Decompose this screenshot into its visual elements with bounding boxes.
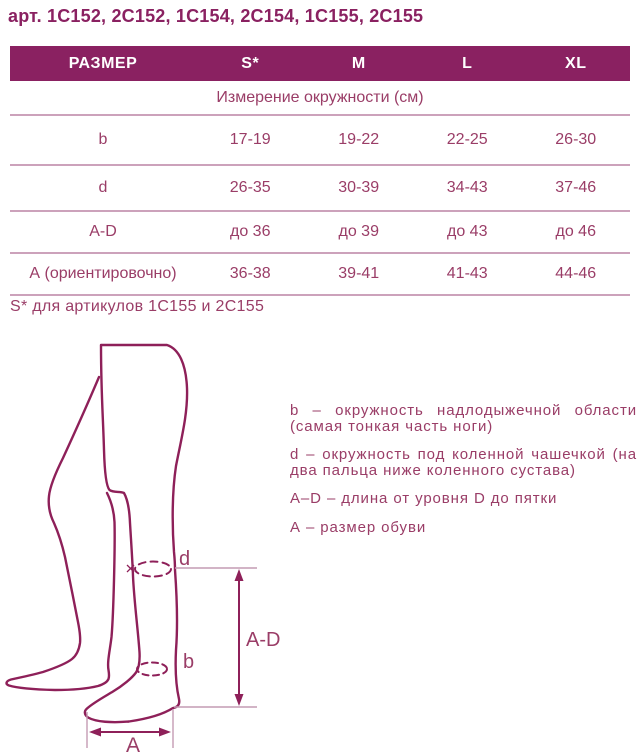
table-row xyxy=(10,254,630,296)
size-table xyxy=(10,46,630,296)
table-cell: 26-35 xyxy=(229,179,271,196)
front-leg-outline xyxy=(85,345,187,722)
header-cell-m: M xyxy=(351,54,366,72)
legs-diagram xyxy=(0,322,640,756)
table-cell: 26-30 xyxy=(555,131,597,148)
legend-item-b: b – окружность надлодыжечной области (самая тонкая часть ноги) xyxy=(290,402,637,435)
ankle-measure-ellipse xyxy=(137,663,167,676)
header-cell-xl: XL xyxy=(565,54,587,72)
row-label: А (ориентировочно) xyxy=(29,265,177,282)
ad-arrow xyxy=(235,569,244,706)
table-cell: 22-25 xyxy=(446,131,488,148)
table-cell: 19-22 xyxy=(338,131,380,148)
table-cell: 30-39 xyxy=(338,179,380,196)
legend-item-ad: А–D – длина от уровня D до пятки xyxy=(290,490,558,507)
table-cell: 34-43 xyxy=(446,179,488,196)
table-subheader: Измерение окружности (см) xyxy=(10,81,630,116)
row-label: d xyxy=(98,179,108,196)
table-row xyxy=(10,116,630,166)
table-row xyxy=(10,212,630,254)
header-cell-size: РАЗМЕР xyxy=(68,54,138,72)
back-leg-outline xyxy=(7,377,115,690)
page-title: арт. 1С152, 2С152, 1С154, 2С154, 1С155, 2С155 xyxy=(8,6,424,26)
table-cell: 17-19 xyxy=(229,131,271,148)
table-row xyxy=(10,166,630,212)
table-cell: 37-46 xyxy=(555,179,597,196)
table-cell: 36-38 xyxy=(229,265,271,282)
table-cell: 39-41 xyxy=(338,265,380,282)
footnote: S* для артикулов 1С155 и 2С155 xyxy=(10,298,265,315)
table-cell: до 36 xyxy=(230,223,271,240)
row-label: A-D xyxy=(89,223,117,240)
table-cell: до 39 xyxy=(338,223,379,240)
label-ad: A-D xyxy=(246,629,281,651)
legend xyxy=(290,403,637,548)
table-cell: 41-43 xyxy=(446,265,488,282)
table-cell: до 43 xyxy=(447,223,488,240)
label-d: d xyxy=(179,548,191,570)
header-cell-s: S* xyxy=(241,54,260,72)
knee-measure-ellipse xyxy=(135,562,171,577)
table-cell: 44-46 xyxy=(555,265,597,282)
row-label: b xyxy=(98,131,108,148)
label-b: b xyxy=(183,651,195,673)
legend-item-d: d – окружность под коленной чашечкой (на два пальца ниже коленного сустава) xyxy=(290,446,637,479)
header-cell-l: L xyxy=(462,54,473,72)
label-a: А xyxy=(125,734,141,756)
legend-item-a: А – размер обуви xyxy=(290,518,427,536)
table-cell: до 46 xyxy=(555,223,596,240)
table-header-row xyxy=(10,46,630,81)
